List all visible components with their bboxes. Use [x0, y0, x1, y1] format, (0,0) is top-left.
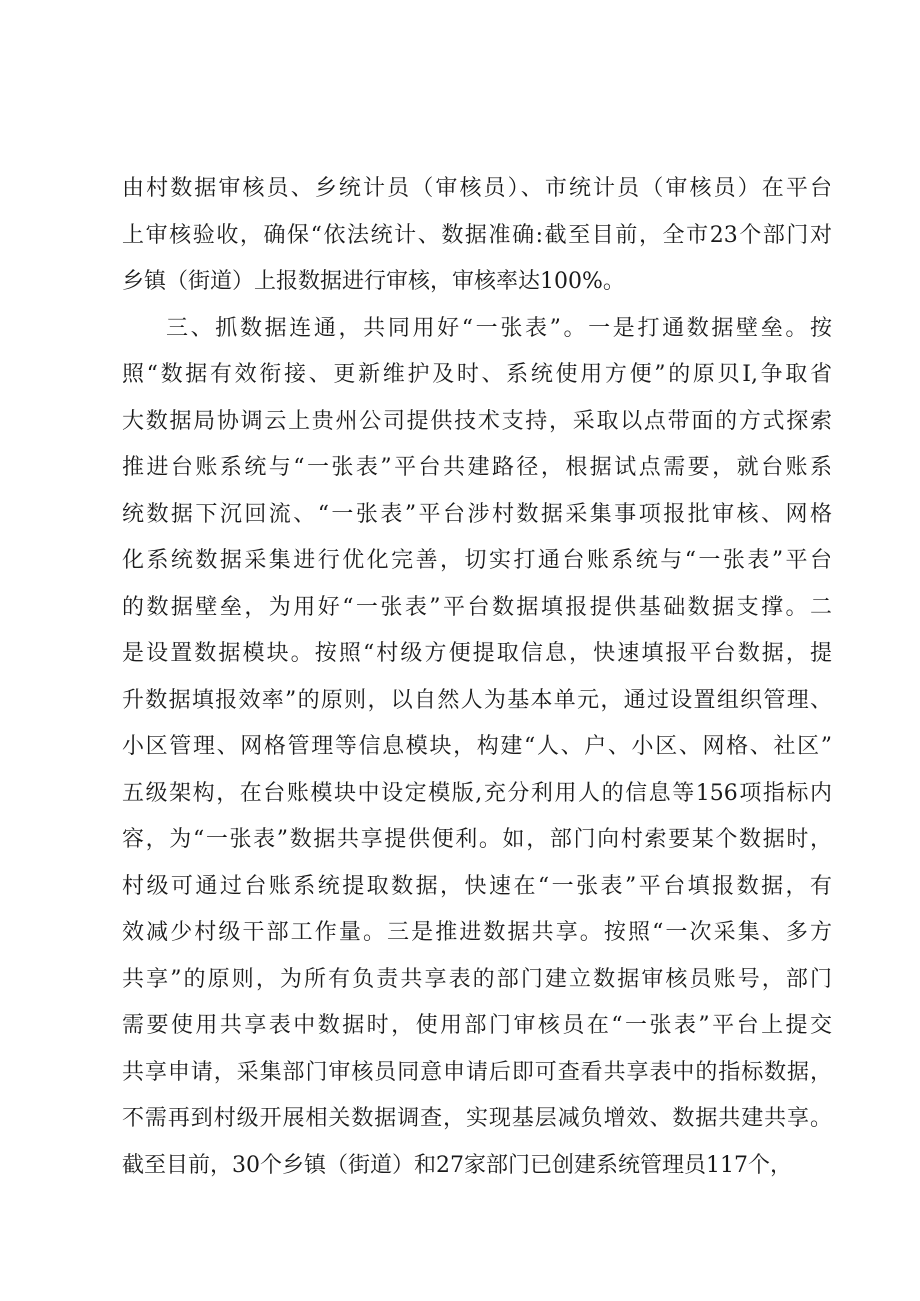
- text-line: 共享申请，采集部门审核员同意申请后即可查看共享表中的指标数据，: [122, 1059, 832, 1085]
- text-line: 不需再到村级开展相关数据调查，实现基层减负增效、数据共建共享。: [122, 1106, 832, 1131]
- text-line: 升数据填报效率”的原则，以自然人为基本单元，通过设置组织管理、: [122, 687, 832, 713]
- text-line: 照“数据有效衔接、更新维护及时、系统使用方便”的原贝I,争取省: [122, 362, 832, 387]
- text-line: 截至目前，30个乡镇（街道）和27家部门已创建系统管理员117个，: [122, 1152, 792, 1178]
- text-line: 上审核验收，确保“依法统计、数据准确:截至目前，全市23个部门对: [122, 222, 832, 248]
- body-text: [122, 166, 832, 1189]
- text-line: 容，为“一张表”数据共享提供便利。如，部门向村索要某个数据时，: [122, 827, 832, 852]
- paragraph-start-line: 三、抓数据连通，共同用好“一张表”。一是打通数据壁垒。按: [166, 315, 832, 341]
- text-line: 共享”的原则，为所有负责共享表的部门建立数据审核员账号，部门: [122, 966, 832, 992]
- text-line: 由村数据审核员、乡统计员（审核员）、市统计员（审核员）在平台: [122, 176, 832, 201]
- text-line: 效减少村级干部工作量。三是推进数据共享。按照“一次采集、多方: [122, 920, 832, 945]
- text-line: 五级架构，在台账模块中设定模版,充分利用人的信息等156项指标内: [122, 780, 832, 806]
- text-line: 大数据局协调云上贵州公司提供技术支持，采取以点带面的方式探索: [122, 408, 832, 434]
- text-line: 统数据下沉回流、“一张表”平台涉村数据采集事项报批审核、网格: [122, 501, 832, 527]
- text-line: 需要使用共享表中数据时，使用部门审核员在“一张表”平台上提交: [122, 1013, 832, 1038]
- text-line: 小区管理、网格管理等信息模块，构建“人、户、小区、网格、社区”: [122, 734, 832, 759]
- text-line: 推进台账系统与“一张表”平台共建路径，根据试点需要，就台账系: [122, 455, 832, 480]
- text-line: 是设置数据模块。按照“村级方便提取信息，快速填报平台数据，提: [122, 641, 832, 666]
- text-line: 的数据壁垒，为用好“一张表”平台数据填报提供基础数据支撑。二: [122, 594, 832, 620]
- text-line: 化系统数据采集进行优化完善，切实打通台账系统与“一张表”平台: [122, 548, 832, 573]
- text-line: 村级可通过台账系统提取数据，快速在“一张表”平台填报数据，有: [122, 873, 832, 899]
- text-line: 乡镇（街道）上报数据进行审核，审核率达100%。: [122, 269, 625, 294]
